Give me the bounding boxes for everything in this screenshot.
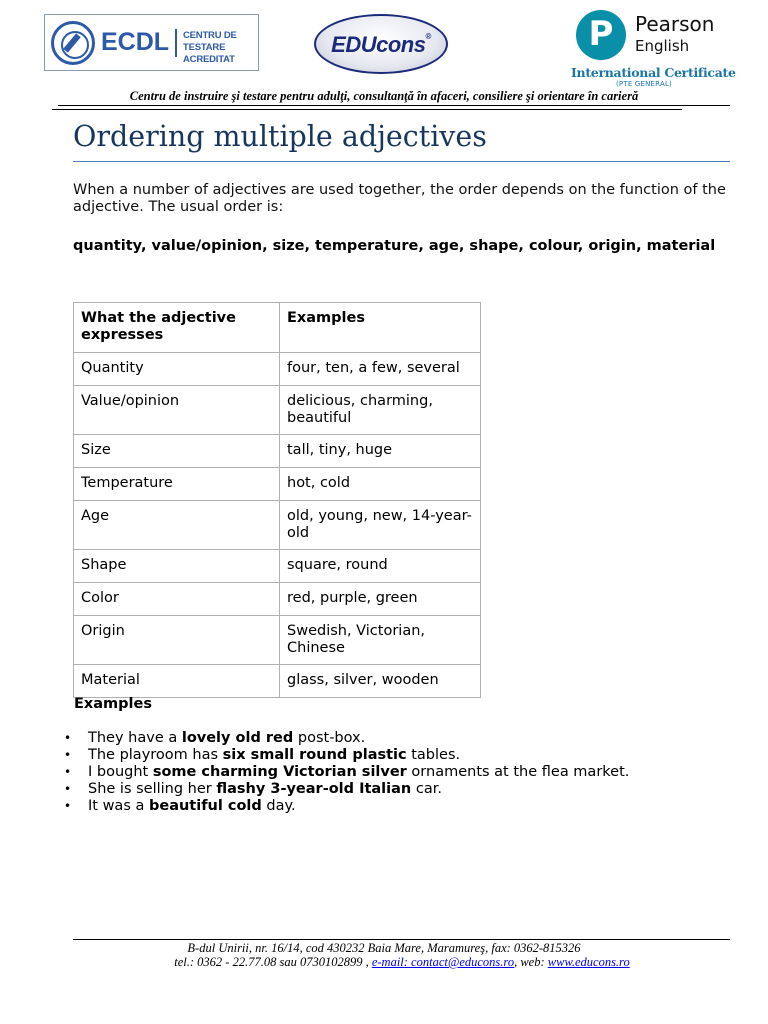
examples-heading: Examples <box>74 696 152 712</box>
footer-divider <box>73 939 730 940</box>
intro-paragraph: When a number of adjectives are used together, the order depends on the function of the adjective. The usual order is: <box>73 182 726 215</box>
example-adjectives: six small round plastic <box>222 747 407 763</box>
footer-web-prefix: , web: <box>514 955 548 969</box>
list-item: • They have a lovely old red post-box. <box>88 730 738 747</box>
table-header-row <box>74 303 481 353</box>
table-row <box>74 616 481 665</box>
pearson-initial: P <box>588 14 614 54</box>
table-row <box>74 665 481 698</box>
pearson-logo <box>568 8 736 94</box>
table-cell: Temperature <box>74 468 280 501</box>
example-adjectives: some charming Victorian silver <box>152 764 407 780</box>
list-item: • She is selling her flashy 3-year-old Italian car. <box>88 781 738 798</box>
page-title: Ordering multiple adjectives <box>73 120 487 153</box>
ecdl-logo-text: CENTRU DE TESTARE ACREDITAT <box>183 30 237 65</box>
adjective-order: quantity, value/opinion, size, temperature, age, shape, colour, origin, material <box>73 238 716 254</box>
footer-phone: tel.: 0362 - 22.77.08 sau 0730102899 , <box>174 955 372 969</box>
table-cell: glass, silver, wooden <box>280 665 481 698</box>
table-header-cell: What the adjective expresses <box>74 303 280 353</box>
table-row <box>74 550 481 583</box>
footer-contact <box>0 955 768 969</box>
table-cell: hot, cold <box>280 468 481 501</box>
list-item: • The playroom has six small round plastic tables. <box>88 747 738 764</box>
table-cell: Swedish, Victorian, Chinese <box>280 616 481 665</box>
pearson-emblem-icon <box>576 10 626 60</box>
international-certificate: International Certificate <box>571 65 736 80</box>
table-header-cell: Examples <box>280 303 481 353</box>
adjective-table <box>73 302 481 698</box>
table-cell: Value/opinion <box>74 386 280 435</box>
table-cell: Origin <box>74 616 280 665</box>
table-row <box>74 386 481 435</box>
table-cell: Age <box>74 501 280 550</box>
table-cell: Material <box>74 665 280 698</box>
examples-list <box>88 730 738 815</box>
ecdl-logo-word: ECDL <box>101 28 170 56</box>
table-cell: old, young, new, 14-year-old <box>280 501 481 550</box>
header-tagline: Centru de instruire şi testare pentru adulţi, consultanţă în afaceri, consiliere şi orientare în carieră <box>129 89 639 103</box>
example-adjectives: lovely old red <box>181 730 294 746</box>
table-cell: Quantity <box>74 353 280 386</box>
table-cell: square, round <box>280 550 481 583</box>
table-row <box>74 501 481 550</box>
title-underline <box>73 161 730 162</box>
table-cell: Color <box>74 583 280 616</box>
pearson-name: Pearson <box>635 12 715 36</box>
footer-address: B-dul Unirii, nr. 16/14, cod 430232 Baia Mare, Maramureş, fax: 0362-815326 <box>187 941 581 955</box>
registered-mark: ® <box>425 32 431 41</box>
pearson-english: English <box>635 37 690 55</box>
table-row <box>74 468 481 501</box>
table-cell: tall, tiny, huge <box>280 435 481 468</box>
email-link[interactable]: e-mail: contact@educons.ro <box>371 955 515 969</box>
example-adjectives: flashy 3-year-old Italian <box>216 781 412 797</box>
table-cell: Shape <box>74 550 280 583</box>
header-divider <box>58 105 730 106</box>
table-row <box>74 435 481 468</box>
table-cell: Size <box>74 435 280 468</box>
list-item: • I bought some charming Victorian silver ornaments at the flea market. <box>88 764 738 781</box>
table-cell: delicious, charming, beautiful <box>280 386 481 435</box>
website-link[interactable]: www.educons.ro <box>547 955 630 969</box>
table-row <box>74 353 481 386</box>
header-divider-secondary <box>52 109 682 110</box>
table-row <box>74 583 481 616</box>
educons-logo-word: EDUcons® <box>331 32 431 57</box>
ecdl-logo <box>44 14 259 71</box>
educons-logo <box>314 14 448 74</box>
pte-general: (PTE GENERAL) <box>616 80 672 88</box>
ecdl-emblem-icon <box>51 21 95 65</box>
table-cell: red, purple, green <box>280 583 481 616</box>
list-item: • It was a beautiful cold day. <box>88 798 738 815</box>
table-cell: four, ten, a few, several <box>280 353 481 386</box>
example-adjectives: beautiful cold <box>148 798 262 814</box>
ecdl-separator <box>175 29 177 57</box>
